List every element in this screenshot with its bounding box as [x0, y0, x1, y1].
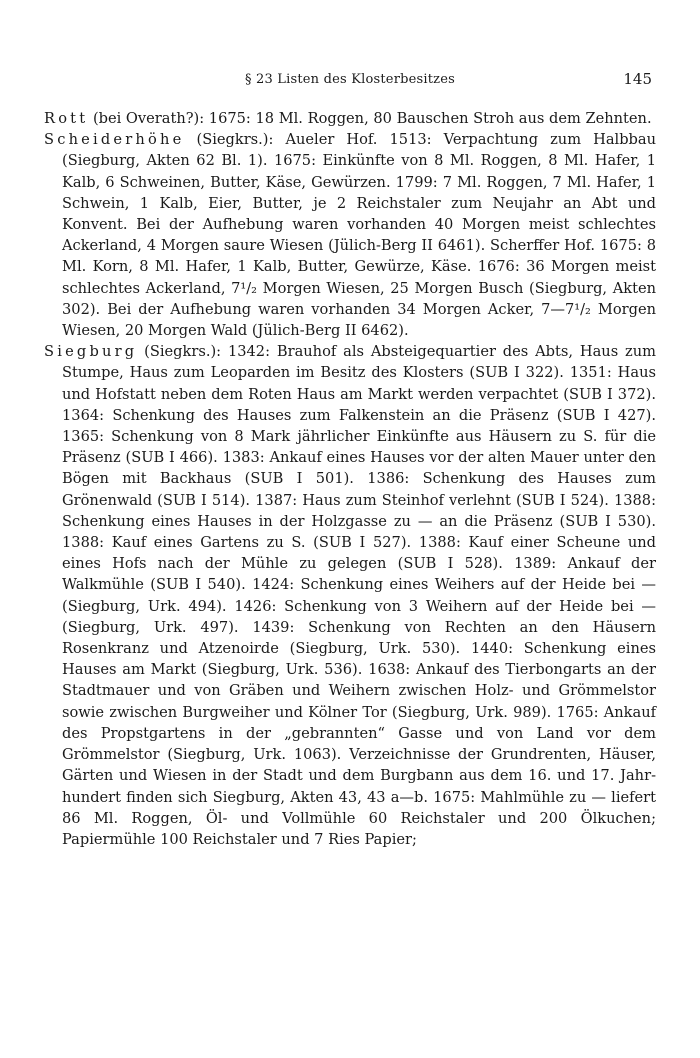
entry-text: (Siegkrs.): 1342: Brauhof als Absteigequartier des Abts, Haus zum Stumpe, Haus zum Leoparden im Besitz des Klosters (SUB I 322). 1351: Haus und Hofstatt neben dem Roten Haus am Markt werden verpachtet (SUB I 372). 1364: Schenkung des Hauses zum Falkenstein an die Präsenz (SUB I 427). 1365: Schenkung von 8 Mark jährlicher Einkünfte aus Häusern zu S. für die Präsenz (SUB I 466). 1383: Ankauf eines Hauses vor der alten Mauer unter den Bögen mit Backhaus (SUB I 501). 1386: Schenkung des Hauses zum Grönenwald (SUB I 514). 1387: Haus zum Steinhof verlehnt (SUB I 524). 1388: Schenkung eines Hauses in der Holzgasse zu — an die Präsenz (SUB I 530). 1388: Kauf eines Gartens zu S. (SUB I 527). 1388: Kauf einer Scheune und eines Hofs nach der Mühle zu gelegen (SUB I 528). 1389: Ankauf der Walkmühle (SUB I 540). 1424: Schenkung eines Weihers auf der Heide bei — (Siegburg, Urk. 494). 1426: Schenkung von 3 Weihern auf der Heide bei — (Siegburg, Urk. 497). 1439: Schenkung von Rechten an den Häusern Rosenkranz und Atzenoirde (Siegburg, Urk. 530). 1440: Schenkung eines Hauses am Markt (Siegburg, Urk. 536). 1638: Ankauf des Tierbongarts an der Stadtmauer und von Gräben und Weihern zwischen Holz- und Grömmelstor sowie zwischen Burgweiher und Kölner Tor (Siegburg, Urk. 989). 1765: Ankauf des Propstgartens in der „gebrannten“ Gasse und von Land vor dem Grömmelstor (Siegburg, Urk. 1063). Verzeichnisse der Grundrenten, Häuser, Gärten und Wiesen in der Stadt und dem Burgbann aus dem 16. und 17. Jahrhundert finden sich Siegburg, Akten 43, 43 a—b. 1675: Mahlmühle zu — liefert 86 Ml. Roggen, Öl- und Vollmühle 60 Reichstaler und 200 Ölkuchen; Papiermühle 100 Reichstaler und 7 Ries Papier; — [62, 343, 656, 848]
page-body — [44, 108, 656, 850]
entry-scheiderhoehe — [44, 129, 656, 341]
running-header — [44, 72, 656, 94]
entry-head: Siegburg — [44, 343, 138, 361]
entry-text: (Siegkrs.): Aueler Hof. 1513: Verpachtung zum Halbbau (Siegburg, Akten 62 Bl. 1). 1675: Einkünfte von 8 Ml. Roggen, 8 Ml. Hafer, 1 Kalb, 6 Schweinen, Butter, Käse, Gewürzen. 1799: 7 Ml. Roggen, 7 Ml. Hafer, 1 Schwein, 1 Kalb, Eier, Butter, je 2 Reichstaler zum Neujahr an Abt und Konvent. Bei der Aufhebung waren vorhanden 40 Morgen meist schlechtes Ackerland, 4 Morgen saure Wiesen (Jülich-Berg II 6461). Scherffer Hof. 1675: 8 Ml. Korn, 8 Ml. Hafer, 1 Kalb, Butter, Gewürze, Käse. 1676: 36 Morgen meist schlechtes Ackerland, 7¹/₂ Morgen Wiesen, 25 Morgen Busch (Siegburg, Akten 302). Bei der Aufhebung waren vorhanden 34 Morgen Acker, 7—7¹/₂ Morgen Wiesen, 20 Morgen Wald (Jülich-Berg II 6462). — [62, 131, 656, 340]
entry-head: Rott — [44, 110, 89, 127]
entry-siegburg — [44, 341, 656, 850]
entry-text: (bei Overath?): 1675: 18 Ml. Roggen, 80 Bauschen Stroh aus dem Zehnten. — [88, 110, 652, 127]
running-title: § 23 Listen des Klosterbesitzes — [245, 72, 455, 87]
entry-rott — [44, 108, 656, 129]
page-number: 145 — [623, 70, 652, 88]
entry-head: Scheiderhöhe — [44, 131, 185, 149]
